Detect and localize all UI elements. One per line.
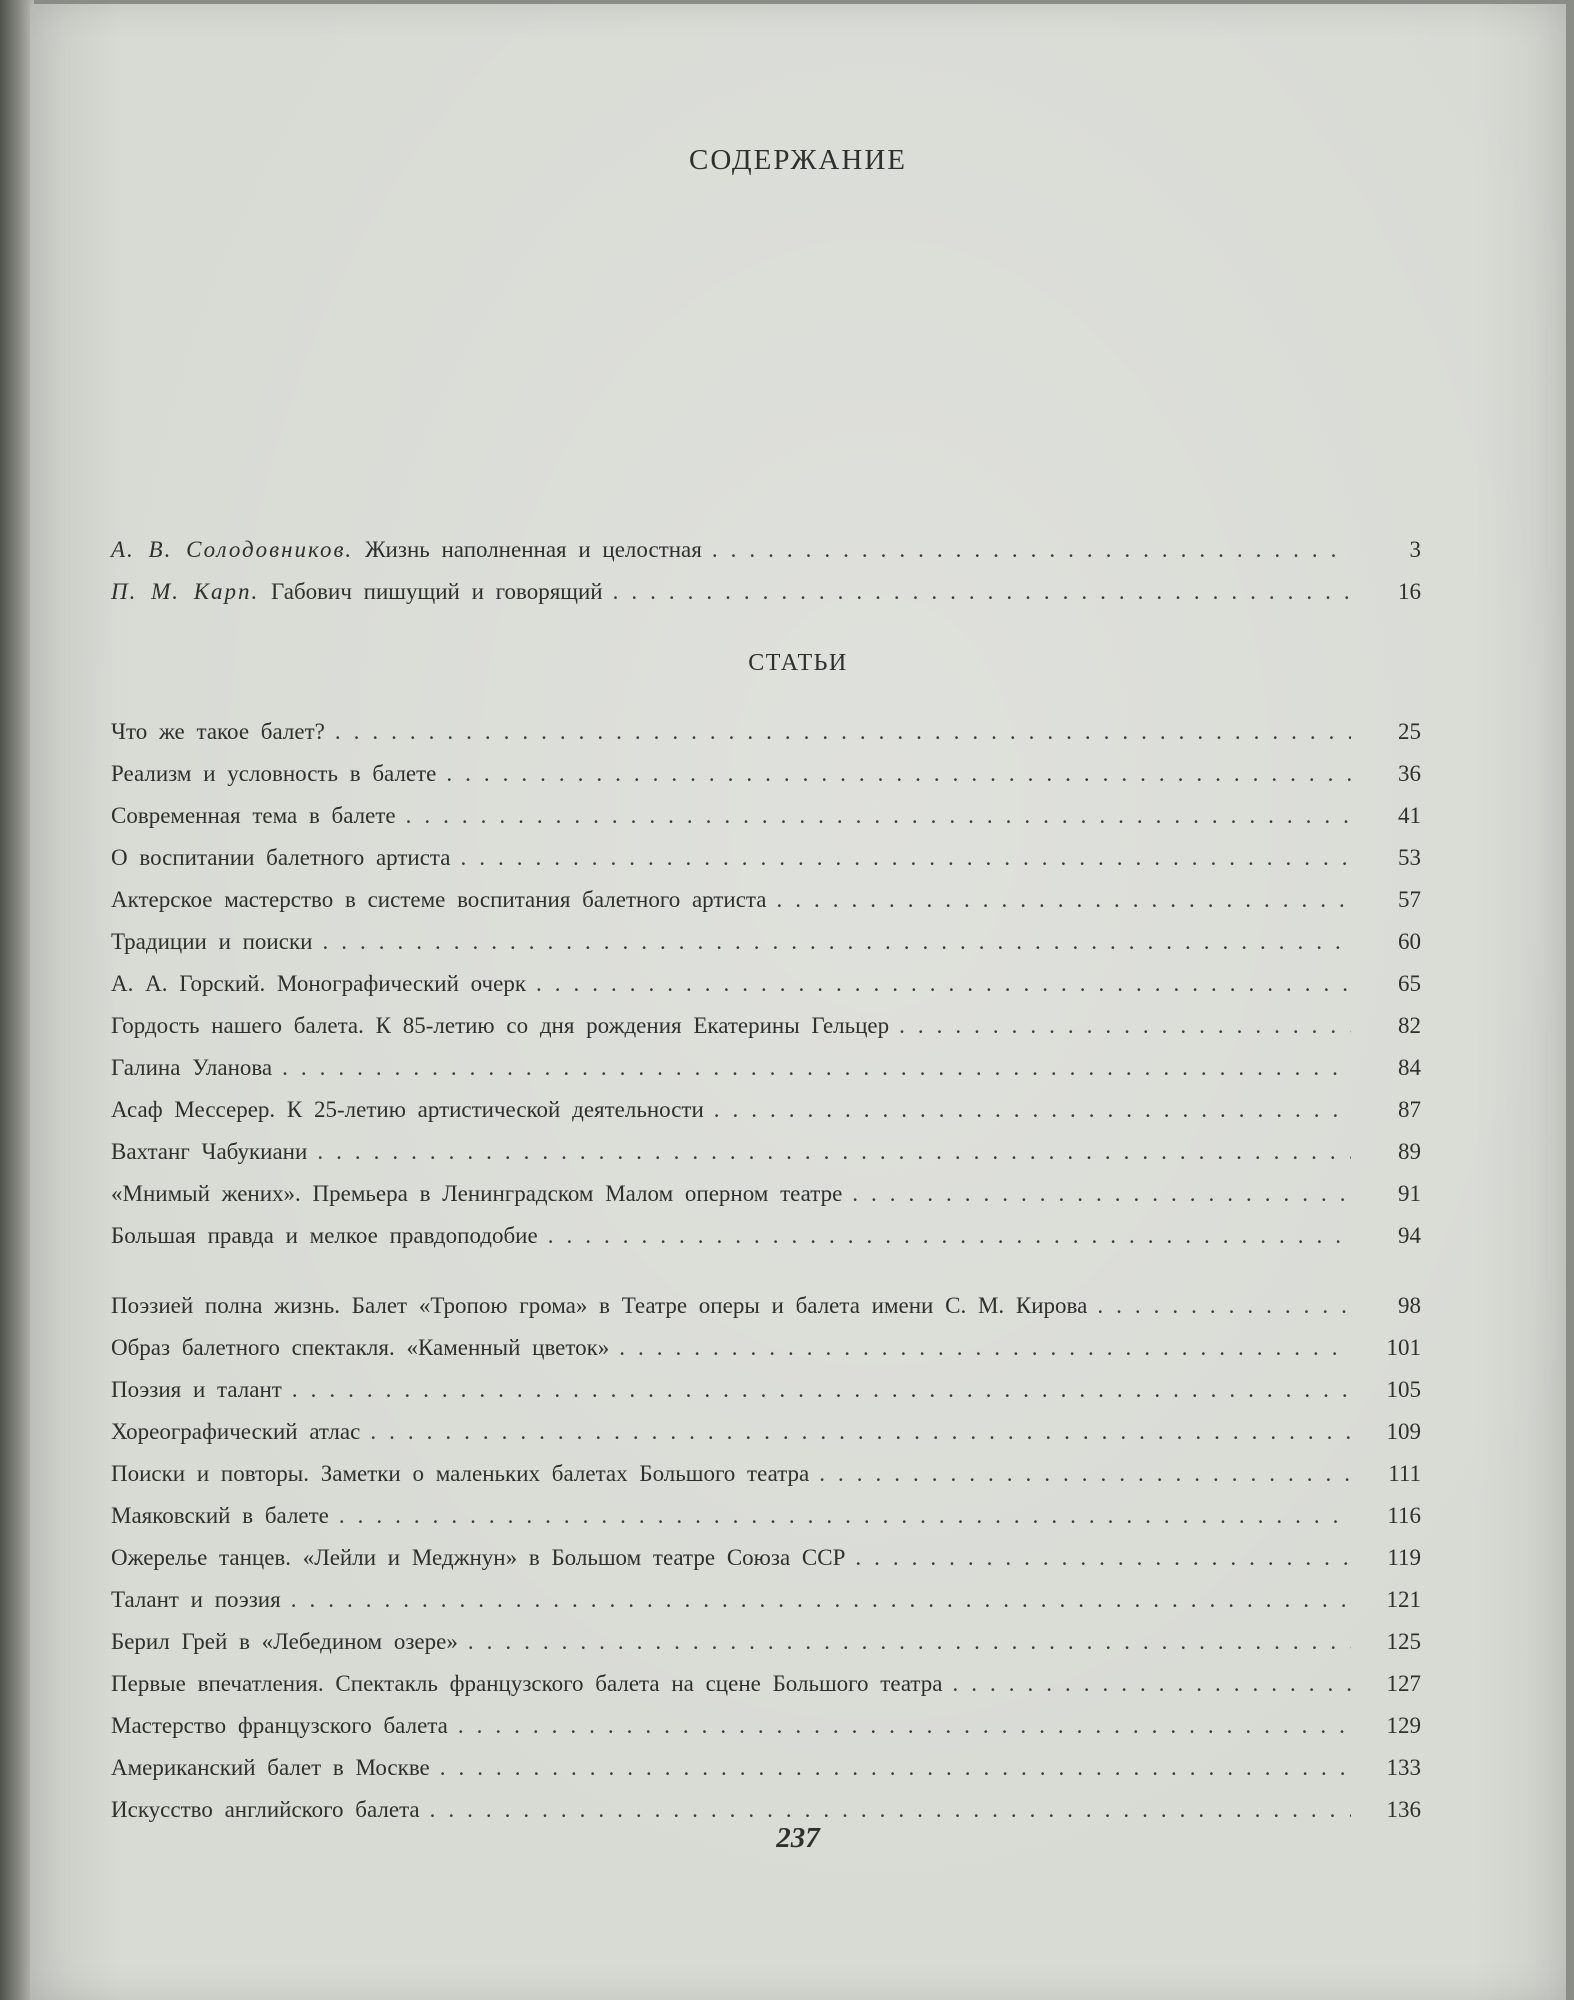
dot-leader xyxy=(450,844,1351,872)
toc-entry xyxy=(111,1656,1421,1698)
toc-entry-title: Берил Грей в «Лебедином озере» xyxy=(111,1629,458,1654)
toc-entry-page: 65 xyxy=(1398,971,1421,996)
toc-entry xyxy=(111,1362,1421,1404)
toc-entry-page: 127 xyxy=(1386,1671,1421,1696)
dot-leader xyxy=(809,1460,1351,1488)
toc-entry-page: 53 xyxy=(1398,845,1421,870)
toc-entry-page: 116 xyxy=(1387,1503,1421,1528)
toc-entry xyxy=(111,1530,1421,1572)
intro-toc xyxy=(111,522,1421,606)
toc-entry xyxy=(111,956,1421,998)
toc-entry-page: 87 xyxy=(1398,1097,1421,1122)
toc-entry-page: 111 xyxy=(1388,1461,1421,1486)
toc-entry-title: Актерское мастерство в системе воспитания балетного артиста xyxy=(111,887,767,912)
dot-leader xyxy=(396,802,1351,830)
toc-entry xyxy=(111,1698,1421,1740)
toc-entry xyxy=(111,564,1421,606)
dot-leader xyxy=(272,1054,1351,1082)
toc-entry xyxy=(111,746,1421,788)
toc-entry-title: Образ балетного спектакля. «Каменный цветок» xyxy=(111,1335,610,1360)
toc-entry-title: Поэзией полна жизнь. Балет «Тропою грома» в Театре оперы и балета имени С. М. Кирова xyxy=(111,1293,1088,1318)
dot-leader xyxy=(458,1628,1351,1656)
toc-entry xyxy=(111,830,1421,872)
toc-entry-page: 60 xyxy=(1398,929,1421,954)
toc-entry-text xyxy=(111,536,702,564)
toc-entry xyxy=(111,914,1421,956)
dot-leader xyxy=(603,578,1351,606)
toc-entry-title: Жизнь наполненная и целостная xyxy=(364,537,702,562)
toc-entry-page: 119 xyxy=(1387,1545,1421,1570)
dot-leader xyxy=(430,1754,1351,1782)
dot-leader xyxy=(704,1096,1351,1124)
section-heading: СТАТЬИ xyxy=(748,650,848,676)
book-page xyxy=(30,4,1566,2000)
toc-entry-text xyxy=(111,578,603,606)
toc-entry-page: 16 xyxy=(1398,579,1421,604)
toc-entry xyxy=(111,998,1421,1040)
toc-entry-page: 36 xyxy=(1398,761,1421,786)
toc-entry-page: 84 xyxy=(1398,1055,1421,1080)
dot-leader xyxy=(448,1712,1351,1740)
dot-leader xyxy=(281,1586,1351,1614)
toc-entry-page: 109 xyxy=(1386,1419,1421,1444)
toc-entry xyxy=(111,872,1421,914)
toc-entry-page: 94 xyxy=(1398,1223,1421,1248)
dot-leader xyxy=(609,1334,1351,1362)
toc-entry xyxy=(111,1614,1421,1656)
dot-leader xyxy=(538,1222,1351,1250)
toc-entry-title: Поэзия и талант xyxy=(111,1377,282,1402)
page-number: 237 xyxy=(776,1822,820,1854)
dot-leader xyxy=(436,760,1351,788)
toc-entry-title: Реализм и условность в балете xyxy=(111,761,437,786)
toc-entry-page: 25 xyxy=(1398,719,1421,744)
toc-entry xyxy=(111,788,1421,830)
toc-entry-title: А. А. Горский. Монографический очерк xyxy=(111,971,526,996)
toc-entry-page: 89 xyxy=(1398,1139,1421,1164)
toc-entry-title: Галина Уланова xyxy=(111,1055,273,1080)
toc-entry xyxy=(111,1782,1421,1824)
dot-leader xyxy=(842,1180,1351,1208)
toc-entry-page: 41 xyxy=(1398,803,1421,828)
toc-entry-author: П. М. Карп. xyxy=(111,579,260,604)
toc-entry-title: Талант и поэзия xyxy=(111,1587,281,1612)
dot-leader xyxy=(702,536,1351,564)
toc-entry xyxy=(111,1166,1421,1208)
dot-leader xyxy=(1087,1292,1351,1320)
dot-leader xyxy=(526,970,1351,998)
dot-leader xyxy=(942,1670,1351,1698)
page-title: СОДЕРЖАНИЕ xyxy=(689,144,907,176)
toc-entry xyxy=(111,1446,1421,1488)
toc-entry-title: Традиции и поиски xyxy=(111,929,313,954)
toc-entry-page: 82 xyxy=(1398,1013,1421,1038)
toc-entry xyxy=(111,522,1421,564)
toc-entry-page: 105 xyxy=(1386,1377,1421,1402)
dot-leader xyxy=(329,1502,1351,1530)
toc-entry xyxy=(111,1124,1421,1166)
toc-entry-title: Американский балет в Москве xyxy=(111,1755,430,1780)
dot-leader xyxy=(282,1376,1351,1404)
dot-leader xyxy=(307,1138,1351,1166)
dot-leader xyxy=(312,928,1351,956)
toc-entry-page: 121 xyxy=(1386,1587,1421,1612)
toc-entry xyxy=(111,1404,1421,1446)
toc-entry-page: 125 xyxy=(1386,1629,1421,1654)
toc-entry-title: Искусство английского балета xyxy=(111,1797,420,1822)
dot-leader xyxy=(420,1796,1351,1824)
toc-entry-page: 98 xyxy=(1398,1293,1421,1318)
dot-leader xyxy=(360,1418,1351,1446)
toc-entry xyxy=(111,1250,1421,1320)
toc-entry-page: 91 xyxy=(1398,1181,1421,1206)
toc-entry-title: Первые впечатления. Спектакль французского балета на сцене Большого театра xyxy=(111,1671,943,1696)
toc-entry xyxy=(111,1082,1421,1124)
toc-entry-title: Маяковский в балете xyxy=(111,1503,329,1528)
book-spine-shadow xyxy=(0,0,34,2000)
toc-entry-title: Гордость нашего балета. К 85-летию со дня рождения Екатерины Гельцер xyxy=(111,1013,890,1038)
toc-entry-title: Большая правда и мелкое правдоподобие xyxy=(111,1223,538,1248)
toc-entry xyxy=(111,1208,1421,1250)
toc-entry-page: 3 xyxy=(1409,537,1421,562)
toc-entry-title: Хореографический атлас xyxy=(111,1419,361,1444)
toc-entry-title: Что же такое балет? xyxy=(111,719,325,744)
toc-entry xyxy=(111,1572,1421,1614)
toc-entry-page: 133 xyxy=(1386,1755,1421,1780)
dot-leader xyxy=(889,1012,1351,1040)
toc-entry xyxy=(111,1040,1421,1082)
dot-leader xyxy=(845,1544,1351,1572)
toc-entry-title: Ожерелье танцев. «Лейли и Меджнун» в Большом театре Союза ССР xyxy=(111,1545,846,1570)
dot-leader xyxy=(325,718,1351,746)
toc-entry-title: Современная тема в балете xyxy=(111,803,396,828)
toc-entry-page: 129 xyxy=(1386,1713,1421,1738)
toc-entry-title: Поиски и повторы. Заметки о маленьких балетах Большого театра xyxy=(111,1461,810,1486)
toc-entry-title: Габович пишущий и говорящий xyxy=(271,579,603,604)
toc-entry-title: Мастерство французского балета xyxy=(111,1713,448,1738)
toc-entry-page: 57 xyxy=(1398,887,1421,912)
toc-entry xyxy=(111,1740,1421,1782)
toc-entry-page: 136 xyxy=(1386,1797,1421,1822)
toc-entry-author: А. В. Солодовников. xyxy=(111,537,354,562)
toc-entry-title: О воспитании балетного артиста xyxy=(111,845,451,870)
toc-entry xyxy=(111,704,1421,746)
toc-entry-title: «Мнимый жених». Премьера в Ленинградском Малом оперном театре xyxy=(111,1181,843,1206)
toc-entry-page: 101 xyxy=(1386,1335,1421,1360)
toc-entry-title: Вахтанг Чабукиани xyxy=(111,1139,308,1164)
articles-toc xyxy=(111,704,1421,1824)
toc-entry xyxy=(111,1488,1421,1530)
toc-entry xyxy=(111,1320,1421,1362)
toc-entry-title: Асаф Мессерер. К 25-летию артистической деятельности xyxy=(111,1097,704,1122)
dot-leader xyxy=(766,886,1351,914)
